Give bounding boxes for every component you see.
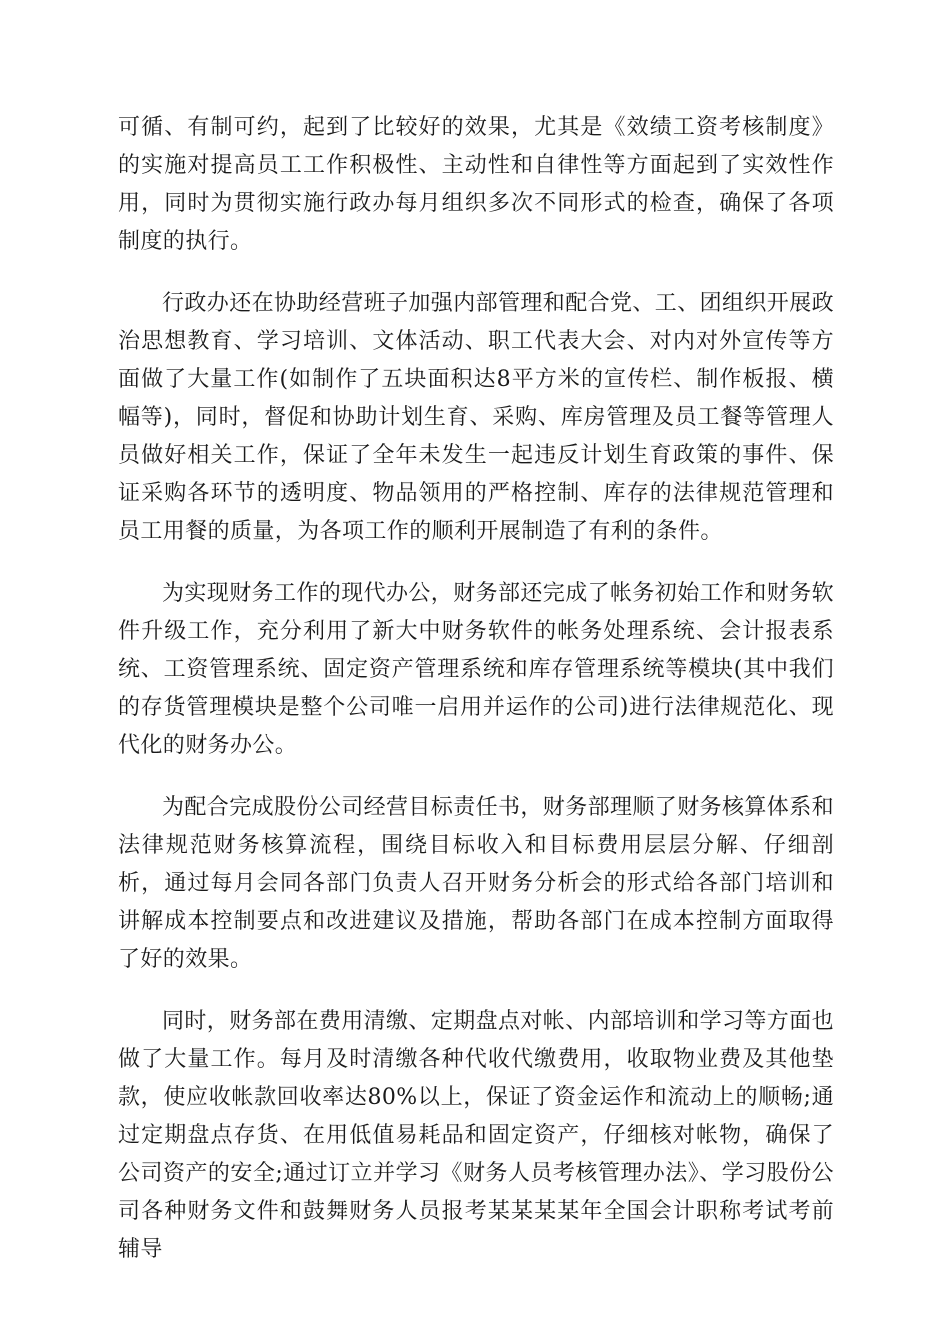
document-body (118, 109, 834, 1293)
paragraph-admin-office: 行政办还在协助经营班子加强内部管理和配合党、工、团组织开展政治思想教育、学习培训、文体活动、职工代表大会、对内对外宣传等方面做了大量工作(如制作了五块面积达8平方米的宣传栏、制作板报、横幅等)，同时，督促和协助计划生育、采购、库房管理及员工餐等管理人员做好相关工作，保证了全年未发生一起违反计划生育政策的事件、保证采购各环节的透明度、物品领用的严格控制、库存的法律规范管理和员工用餐的质量，为各项工作的顺利开展制造了有利的条件。 (118, 291, 835, 544)
paragraph-finance-software: 为实现财务工作的现代办公，财务部还完成了帐务初始工作和财务软件升级工作，充分利用了新大中财务软件的帐务处理系统、会计报表系统、工资管理系统、固定资产管理系统和库存管理系统等模块(其中我们的存货管理模块是整个公司唯一启用并运作的公司)进行法律规范化、现代化的财务办公。 (118, 581, 835, 758)
paragraph-continuation: 可循、有制可约，起到了比较好的效果，尤其是《效绩工资考核制度》的实施对提高员工工作积极性、主动性和自律性等方面起到了实效性作用，同时为贯彻实施行政办每月组织多次不同形式的检查，确保了各项制度的执行。 (118, 115, 834, 254)
paragraph-fee-collection: 同时，财务部在费用清缴、定期盘点对帐、内部培训和学习等方面也做了大量工作。每月及时清缴各种代收代缴费用，收取物业费及其他垫款，使应收帐款回收率达80%以上，保证了资金运作和流动上的顺畅;通过定期盘点存货、在用低值易耗品和固定资产，仔细核对帐物，确保了公司资产的安全;通过订立并学习《财务人员考核管理办法》、学习股份公司各种财务文件和鼓舞财务人员报考某某某某年全国会计职称考试考前辅导 (118, 1009, 835, 1262)
paragraph-cost-control: 为配合完成股份公司经营目标责任书，财务部理顺了财务核算体系和法律规范财务核算流程，围绕目标收入和目标费用层层分解、仔细剖析，通过每月会同各部门负责人召开财务分析会的形式给各部门培训和讲解成本控制要点和改进建议及措施，帮助各部门在成本控制方面取得了好的效果。 (118, 795, 835, 972)
